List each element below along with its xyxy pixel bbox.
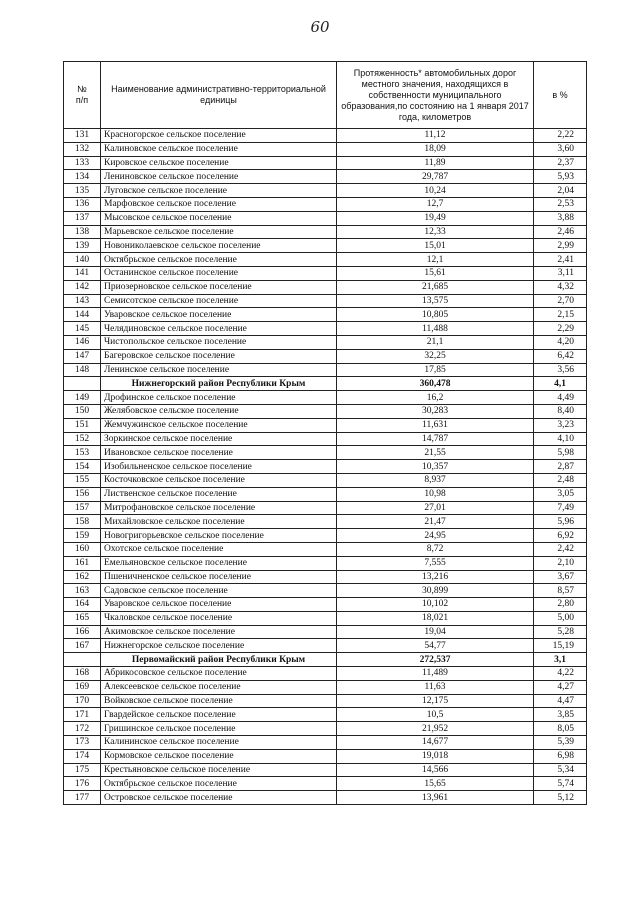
cell-percent: 4,1: [534, 377, 587, 391]
table-row: [64, 722, 587, 736]
table-row: [64, 239, 587, 253]
cell-num: 134: [64, 170, 101, 184]
cell-percent: 5,74: [534, 777, 587, 791]
table-row: [64, 763, 587, 777]
table-row: [64, 432, 587, 446]
cell-length: 10,805: [337, 308, 534, 322]
cell-name: Охотское сельское поселение: [101, 542, 337, 556]
cell-percent: 4,32: [534, 280, 587, 294]
cell-name: Нижнегорский район Республики Крым: [101, 377, 337, 391]
cell-length: 21,685: [337, 280, 534, 294]
cell-percent: 8,05: [534, 722, 587, 736]
cell-percent: 3,60: [534, 142, 587, 156]
cell-percent: 4,10: [534, 432, 587, 446]
header-length: [337, 62, 534, 129]
cell-percent: 5,93: [534, 170, 587, 184]
cell-length: 11,63: [337, 680, 534, 694]
cell-percent: 2,80: [534, 598, 587, 612]
cell-length: 30,283: [337, 404, 534, 418]
table-row: [64, 280, 587, 294]
cell-num: 160: [64, 542, 101, 556]
cell-percent: 2,22: [534, 129, 587, 143]
cell-num: 161: [64, 556, 101, 570]
cell-num: 136: [64, 197, 101, 211]
cell-length: 19,018: [337, 749, 534, 763]
table-row: [64, 308, 587, 322]
cell-num: 141: [64, 266, 101, 280]
cell-name: Марфовское сельское поселение: [101, 197, 337, 211]
table-row: [64, 184, 587, 198]
cell-num: 148: [64, 363, 101, 377]
cell-percent: 6,92: [534, 529, 587, 543]
cell-percent: 2,46: [534, 225, 587, 239]
cell-num: 159: [64, 529, 101, 543]
cell-name: Нижнегорское сельское поселение: [101, 639, 337, 653]
cell-length: 13,961: [337, 791, 534, 805]
page-number: 60: [310, 18, 330, 36]
table-row: [64, 529, 587, 543]
table-row: [64, 322, 587, 336]
cell-name: Октябрьское сельское поселение: [101, 253, 337, 267]
cell-name: Изобильненское сельское поселение: [101, 460, 337, 474]
cell-length: 10,24: [337, 184, 534, 198]
cell-num: 149: [64, 391, 101, 405]
cell-percent: 2,29: [534, 322, 587, 336]
cell-num: 145: [64, 322, 101, 336]
header-num: [64, 62, 101, 129]
table-row: [64, 708, 587, 722]
cell-name: Пшеничненское сельское поселение: [101, 570, 337, 584]
cell-num: 169: [64, 680, 101, 694]
table-row: [64, 225, 587, 239]
cell-length: 27,01: [337, 501, 534, 515]
cell-length: 32,25: [337, 349, 534, 363]
cell-num: 167: [64, 639, 101, 653]
cell-name: Акимовское сельское поселение: [101, 625, 337, 639]
cell-num: 176: [64, 777, 101, 791]
table-row: [64, 680, 587, 694]
cell-percent: 2,48: [534, 473, 587, 487]
cell-percent: 2,42: [534, 542, 587, 556]
cell-length: 12,7: [337, 197, 534, 211]
cell-name: Луговское сельское поселение: [101, 184, 337, 198]
cell-name: Калиновское сельское поселение: [101, 142, 337, 156]
cell-percent: 6,42: [534, 349, 587, 363]
cell-percent: 6,98: [534, 749, 587, 763]
table-row: [64, 736, 587, 750]
cell-percent: 5,39: [534, 736, 587, 750]
cell-length: 54,77: [337, 639, 534, 653]
table-row: [64, 335, 587, 349]
cell-length: 10,98: [337, 487, 534, 501]
cell-length: 18,09: [337, 142, 534, 156]
cell-num: 131: [64, 129, 101, 143]
cell-name: Крестьяновское сельское поселение: [101, 763, 337, 777]
header-length-text: Протяженность* автомобильных дорог местного значения, находящихся в собственности муниципального образования,по состоянию на 1 января 2017 года, километров: [341, 67, 529, 122]
cell-num: 137: [64, 211, 101, 225]
table-row: [64, 570, 587, 584]
roads-table-container: [63, 61, 587, 805]
cell-num: 171: [64, 708, 101, 722]
header-percent: [534, 62, 587, 129]
cell-name: Семисотское сельское поселение: [101, 294, 337, 308]
cell-length: 24,95: [337, 529, 534, 543]
cell-name: Кировское сельское поселение: [101, 156, 337, 170]
cell-name: Чистопольское сельское поселение: [101, 335, 337, 349]
cell-name: Октябрьское сельское поселение: [101, 777, 337, 791]
cell-length: 15,61: [337, 266, 534, 280]
cell-length: 14,787: [337, 432, 534, 446]
cell-length: 11,489: [337, 667, 534, 681]
cell-percent: 3,1: [534, 653, 587, 667]
cell-name: Мысовское сельское поселение: [101, 211, 337, 225]
header-name-text: Наименование административно-территориальной единицы: [111, 84, 326, 105]
cell-length: 13,575: [337, 294, 534, 308]
district-row: [64, 653, 587, 667]
cell-num: 172: [64, 722, 101, 736]
cell-num: 157: [64, 501, 101, 515]
cell-num: 143: [64, 294, 101, 308]
cell-num: 165: [64, 611, 101, 625]
cell-num: 133: [64, 156, 101, 170]
cell-length: 29,787: [337, 170, 534, 184]
cell-name: Ивановское сельское поселение: [101, 446, 337, 460]
cell-percent: 3,11: [534, 266, 587, 280]
cell-num: 154: [64, 460, 101, 474]
table-row: [64, 625, 587, 639]
cell-name: Челядиновское сельское поселение: [101, 322, 337, 336]
cell-num: 152: [64, 432, 101, 446]
table-row: [64, 197, 587, 211]
table-row: [64, 749, 587, 763]
cell-num: [64, 653, 101, 667]
cell-percent: 5,34: [534, 763, 587, 777]
cell-num: 138: [64, 225, 101, 239]
cell-num: 144: [64, 308, 101, 322]
cell-name: Садовское сельское поселение: [101, 584, 337, 598]
cell-num: 162: [64, 570, 101, 584]
district-row: [64, 377, 587, 391]
table-row: [64, 142, 587, 156]
cell-length: 12,175: [337, 694, 534, 708]
cell-name: Марьевское сельское поселение: [101, 225, 337, 239]
header-name: [101, 62, 337, 129]
table-row: [64, 349, 587, 363]
cell-length: 19,49: [337, 211, 534, 225]
cell-num: 168: [64, 667, 101, 681]
cell-name: Ленинское сельское поселение: [101, 363, 337, 377]
cell-length: 8,72: [337, 542, 534, 556]
cell-name: Уваровское сельское поселение: [101, 308, 337, 322]
cell-num: [64, 377, 101, 391]
cell-num: 140: [64, 253, 101, 267]
table-row: [64, 667, 587, 681]
cell-length: 19,04: [337, 625, 534, 639]
cell-name: Гвардейское сельское поселение: [101, 708, 337, 722]
cell-num: 153: [64, 446, 101, 460]
cell-percent: 2,15: [534, 308, 587, 322]
cell-name: Багеровское сельское поселение: [101, 349, 337, 363]
table-row: [64, 487, 587, 501]
table-row: [64, 791, 587, 805]
cell-percent: 3,88: [534, 211, 587, 225]
cell-name: Кормовское сельское поселение: [101, 749, 337, 763]
table-row: [64, 446, 587, 460]
cell-length: 14,566: [337, 763, 534, 777]
cell-num: 132: [64, 142, 101, 156]
cell-name: Красногорское сельское поселение: [101, 129, 337, 143]
cell-percent: 3,23: [534, 418, 587, 432]
cell-length: 18,021: [337, 611, 534, 625]
table-row: [64, 611, 587, 625]
cell-num: 170: [64, 694, 101, 708]
table-row: [64, 501, 587, 515]
cell-name: Желябовское сельское поселение: [101, 404, 337, 418]
cell-percent: 2,41: [534, 253, 587, 267]
cell-name: Новониколаевское сельское поселение: [101, 239, 337, 253]
cell-length: 16,2: [337, 391, 534, 405]
cell-percent: 5,98: [534, 446, 587, 460]
cell-name: Жемчужинское сельское поселение: [101, 418, 337, 432]
cell-name: Михайловское сельское поселение: [101, 515, 337, 529]
table-row: [64, 473, 587, 487]
cell-length: 17,85: [337, 363, 534, 377]
cell-name: Островское сельское поселение: [101, 791, 337, 805]
table-row: [64, 418, 587, 432]
cell-num: 139: [64, 239, 101, 253]
cell-num: 158: [64, 515, 101, 529]
table-row: [64, 515, 587, 529]
cell-percent: 2,37: [534, 156, 587, 170]
cell-num: 146: [64, 335, 101, 349]
cell-length: 10,357: [337, 460, 534, 474]
cell-length: 14,677: [337, 736, 534, 750]
cell-num: 177: [64, 791, 101, 805]
cell-name: Лениновское сельское поселение: [101, 170, 337, 184]
cell-percent: 4,27: [534, 680, 587, 694]
cell-length: 15,01: [337, 239, 534, 253]
table-row: [64, 542, 587, 556]
cell-length: 11,89: [337, 156, 534, 170]
cell-name: Косточковское сельское поселение: [101, 473, 337, 487]
table-row: [64, 777, 587, 791]
cell-length: 272,537: [337, 653, 534, 667]
header-row: [64, 62, 587, 129]
cell-percent: 2,70: [534, 294, 587, 308]
cell-percent: 8,40: [534, 404, 587, 418]
cell-name: Дрофинское сельское поселение: [101, 391, 337, 405]
cell-name: Калининское сельское поселение: [101, 736, 337, 750]
cell-name: Уваровское сельское поселение: [101, 598, 337, 612]
table-row: [64, 556, 587, 570]
cell-num: 163: [64, 584, 101, 598]
cell-num: 166: [64, 625, 101, 639]
table-body: [64, 129, 587, 805]
cell-percent: 3,67: [534, 570, 587, 584]
cell-length: 21,47: [337, 515, 534, 529]
table-row: [64, 156, 587, 170]
cell-name: Гришинское сельское поселение: [101, 722, 337, 736]
table-row: [64, 294, 587, 308]
cell-percent: 4,22: [534, 667, 587, 681]
cell-num: 147: [64, 349, 101, 363]
table-row: [64, 391, 587, 405]
cell-name: Митрофановское сельское поселение: [101, 501, 337, 515]
cell-length: 10,102: [337, 598, 534, 612]
cell-name: Чкаловское сельское поселение: [101, 611, 337, 625]
cell-length: 21,952: [337, 722, 534, 736]
cell-num: 151: [64, 418, 101, 432]
cell-percent: 5,96: [534, 515, 587, 529]
cell-name: Останинское сельское поселение: [101, 266, 337, 280]
table-row: [64, 404, 587, 418]
cell-percent: 3,56: [534, 363, 587, 377]
cell-num: 174: [64, 749, 101, 763]
cell-length: 12,33: [337, 225, 534, 239]
cell-percent: 4,49: [534, 391, 587, 405]
cell-percent: 5,28: [534, 625, 587, 639]
cell-name: Новогригорьевское сельское поселение: [101, 529, 337, 543]
cell-percent: 4,20: [534, 335, 587, 349]
cell-percent: 2,10: [534, 556, 587, 570]
cell-num: 135: [64, 184, 101, 198]
cell-percent: 2,99: [534, 239, 587, 253]
cell-length: 8,937: [337, 473, 534, 487]
cell-length: 11,488: [337, 322, 534, 336]
cell-num: 156: [64, 487, 101, 501]
cell-length: 13,216: [337, 570, 534, 584]
cell-percent: 15,19: [534, 639, 587, 653]
roads-table: [63, 61, 587, 805]
table-row: [64, 170, 587, 184]
table-header: [64, 62, 587, 129]
cell-name: Алексеевское сельское поселение: [101, 680, 337, 694]
cell-length: 7,555: [337, 556, 534, 570]
cell-name: Емельяновское сельское поселение: [101, 556, 337, 570]
cell-length: 11,12: [337, 129, 534, 143]
cell-percent: 4,47: [534, 694, 587, 708]
cell-percent: 2,87: [534, 460, 587, 474]
cell-length: 15,65: [337, 777, 534, 791]
cell-num: 164: [64, 598, 101, 612]
cell-percent: 2,53: [534, 197, 587, 211]
cell-length: 21,1: [337, 335, 534, 349]
cell-num: 155: [64, 473, 101, 487]
table-row: [64, 584, 587, 598]
cell-percent: 7,49: [534, 501, 587, 515]
cell-num: 150: [64, 404, 101, 418]
cell-name: Лиственское сельское поселение: [101, 487, 337, 501]
cell-percent: 5,12: [534, 791, 587, 805]
cell-num: 142: [64, 280, 101, 294]
cell-name: Зоркинское сельское поселение: [101, 432, 337, 446]
table-row: [64, 129, 587, 143]
cell-percent: 3,05: [534, 487, 587, 501]
table-row: [64, 460, 587, 474]
header-num-text: № п/п: [75, 84, 89, 105]
cell-percent: 3,85: [534, 708, 587, 722]
cell-length: 360,478: [337, 377, 534, 391]
cell-percent: 5,00: [534, 611, 587, 625]
cell-percent: 2,04: [534, 184, 587, 198]
cell-num: 173: [64, 736, 101, 750]
cell-length: 21,55: [337, 446, 534, 460]
cell-length: 12,1: [337, 253, 534, 267]
cell-name: Абрикосовское сельское поселение: [101, 667, 337, 681]
cell-num: 175: [64, 763, 101, 777]
header-percent-text: в %: [552, 89, 568, 100]
cell-length: 30,899: [337, 584, 534, 598]
table-row: [64, 694, 587, 708]
table-row: [64, 211, 587, 225]
cell-name: Войковское сельское поселение: [101, 694, 337, 708]
table-row: [64, 639, 587, 653]
table-row: [64, 363, 587, 377]
cell-name: Приозерновское сельское поселение: [101, 280, 337, 294]
table-row: [64, 598, 587, 612]
cell-length: 11,631: [337, 418, 534, 432]
table-row: [64, 253, 587, 267]
cell-percent: 8,57: [534, 584, 587, 598]
cell-name: Первомайский район Республики Крым: [101, 653, 337, 667]
table-row: [64, 266, 587, 280]
cell-length: 10,5: [337, 708, 534, 722]
